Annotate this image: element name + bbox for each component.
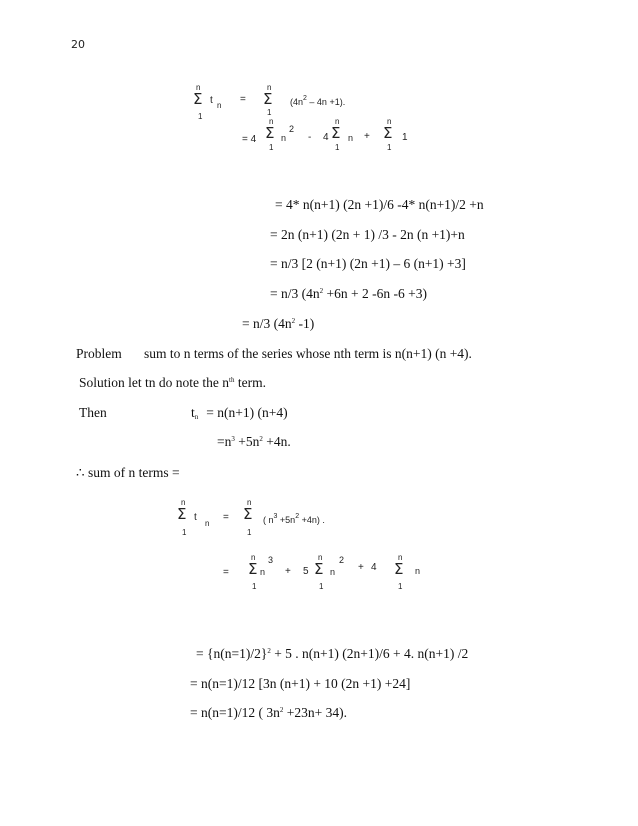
sigma-symbol: Σ [265,124,275,142]
term-definition: $t_n = n(n+1)$ (n+4) [191,405,288,421]
term-t-subscript: n [205,519,210,528]
derivation-step-3: = n/3 [2 (n+1) (2n +1) – 6 (n+1) +3] [270,256,466,271]
then-label: Then [79,405,107,420]
sigma-symbol: Σ [263,90,273,108]
sigma-symbol: Σ [243,505,253,523]
constant-1: 1 [402,132,408,143]
sigma-upper-limit: n [181,498,186,507]
equals-sign: = [223,567,229,578]
derivation-step-1: = 4* n(n+1) (2n +1)/6 -4* n(n+1)/2 +n [275,197,484,212]
sigma-upper-limit: n [387,117,392,126]
sigma-upper-limit: n [267,83,272,92]
derivation-step-c: = n(n=1)/12 ( $3n^2 +23n+ 34$). [190,705,347,720]
term-t: t [210,95,213,106]
sigma-symbol: Σ [193,90,203,108]
derivation-step-2: = 2n (n+1) (2n + 1) /3 - 2n (n +1)+n [270,227,465,242]
equals-sign: = [240,94,246,105]
sigma-lower-limit: 1 [252,582,257,591]
formula-image-sum-tn-cubic [175,499,440,597]
term-expansion: $=n^3 +5n^2 +4n$. [217,434,291,449]
sigma-lower-limit: 1 [182,528,187,537]
sigma-lower-limit: 1 [335,143,340,152]
problem-statement: sum to n terms of the series whose nth term is n(n+1) (n +4). [144,346,472,361]
summand-expression: $(4n^2 - 4n +1)$. [290,95,346,107]
plus-sign: + [364,131,370,142]
minus-sign: - [308,132,312,143]
solution-line: Solution let tn do note the $n^{th}$ term. [79,375,266,390]
summand-expression: ( $n^3 +5n^2 +4n$) . [263,513,325,525]
sigma-symbol: Σ [248,560,258,578]
term-n: n [260,567,266,577]
sigma-lower-limit: 1 [319,582,324,591]
sigma-upper-limit: n [318,553,323,562]
term-n: n [348,133,354,143]
term-n: n [330,567,336,577]
sigma-upper-limit: n [335,117,340,126]
sigma-lower-limit: 1 [398,582,403,591]
coefficient-4: = 4 [242,134,257,145]
sigma-symbol: Σ [331,124,341,142]
exponent-3: 3 [268,555,274,565]
sigma-lower-limit: 1 [198,112,203,121]
sigma-upper-limit: n [251,553,256,562]
derivation-result: = n/3 ($4n^2$ -1) [242,316,315,331]
exponent-2: 2 [339,555,345,565]
term-t-subscript: n [217,101,222,110]
plus-sign: + [358,562,364,573]
sigma-lower-limit: 1 [387,143,392,152]
term-n: n [281,133,287,143]
sigma-upper-limit: n [247,498,252,507]
sigma-symbol: Σ [177,505,187,523]
derivation-step-a: = {n(n=1)/2}$^2$ + 5 . n(n+1) (2n+1)/6 + 4. n(n+1) /2 [196,646,469,661]
term-t: t [194,512,197,523]
coefficient-4: 4 [323,132,329,143]
sigma-upper-limit: n [196,83,201,92]
sigma-upper-limit: n [269,117,274,126]
derivation-step-4: = n/3 ($4n^2 +6n + 2$ -6n -6 +3) [270,286,427,301]
problem-label: Problem [76,346,122,361]
sigma-lower-limit: 1 [269,143,274,152]
term-n: n [415,566,421,576]
sigma-upper-limit: n [398,553,403,562]
sum-of-n-terms-line: ∴ sum of n terms = [76,465,180,480]
formula-image-sum-tn-4n2 [190,84,420,156]
sigma-lower-limit: 1 [247,528,252,537]
exponent-2: 2 [289,124,295,134]
coefficient-4: 4 [371,562,377,573]
coefficient-5: 5 [303,566,309,577]
sigma-lower-limit: 1 [267,108,272,117]
page-number: 20 [71,38,85,51]
sigma-symbol: Σ [314,560,324,578]
sigma-symbol: Σ [383,124,393,142]
sigma-symbol: Σ [394,560,404,578]
equals-sign: = [223,512,229,523]
plus-sign: + [285,566,291,577]
derivation-step-b: = n(n=1)/12 [3n (n+1) + 10 (2n +1) +24] [190,676,411,691]
